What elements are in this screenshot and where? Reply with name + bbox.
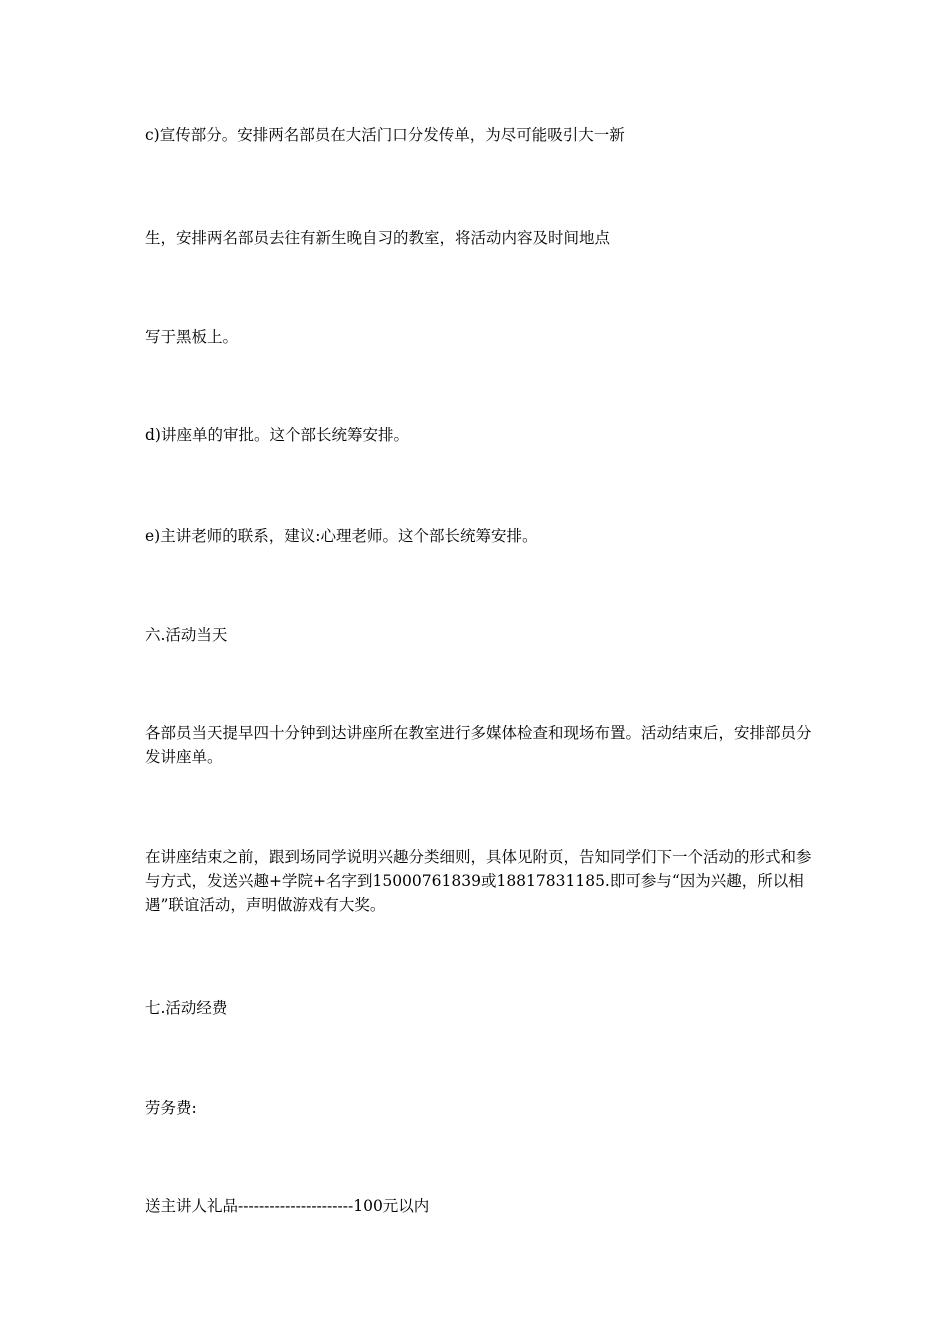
paragraph-blackboard: 写于黑板上。 xyxy=(145,328,239,346)
paragraph-speaker-contact: e)主讲老师的联系，建议:心理老师。这个部长统筹安排。 xyxy=(145,527,538,545)
section-heading-budget: 七.活动经费 xyxy=(145,999,228,1017)
paragraph-event-day-setup: 各部员当天提早四十分钟到达讲座所在教室进行多媒体检查和现场布置。活动结束后，安排部员分发讲座单。 xyxy=(145,724,812,766)
paragraph-labor-cost: 劳务费: xyxy=(145,1099,197,1117)
paragraph-publicity-cont: 生，安排两名部员去往有新生晚自习的教室，将活动内容及时间地点 xyxy=(145,229,611,247)
paragraph-speaker-gift: 送主讲人礼品----------------------100元以内 xyxy=(145,1197,430,1215)
paragraph-approval: d)讲座单的审批。这个部长统筹安排。 xyxy=(145,426,409,444)
paragraph-lecture-end: 在讲座结束之前，跟到场同学说明兴趣分类细则，具体见附页，告知同学们下一个活动的形式和参与方式，发送兴趣+学院+名字到15000761839或18817831185.即可参与“因为兴趣，所以相遇”联谊活动，声明做游戏有大奖。 xyxy=(145,848,812,914)
section-heading-event-day: 六.活动当天 xyxy=(145,626,228,644)
paragraph-publicity: c)宣传部分。安排两名部员在大活门口分发传单，为尽可能吸引大一新 xyxy=(145,126,625,144)
